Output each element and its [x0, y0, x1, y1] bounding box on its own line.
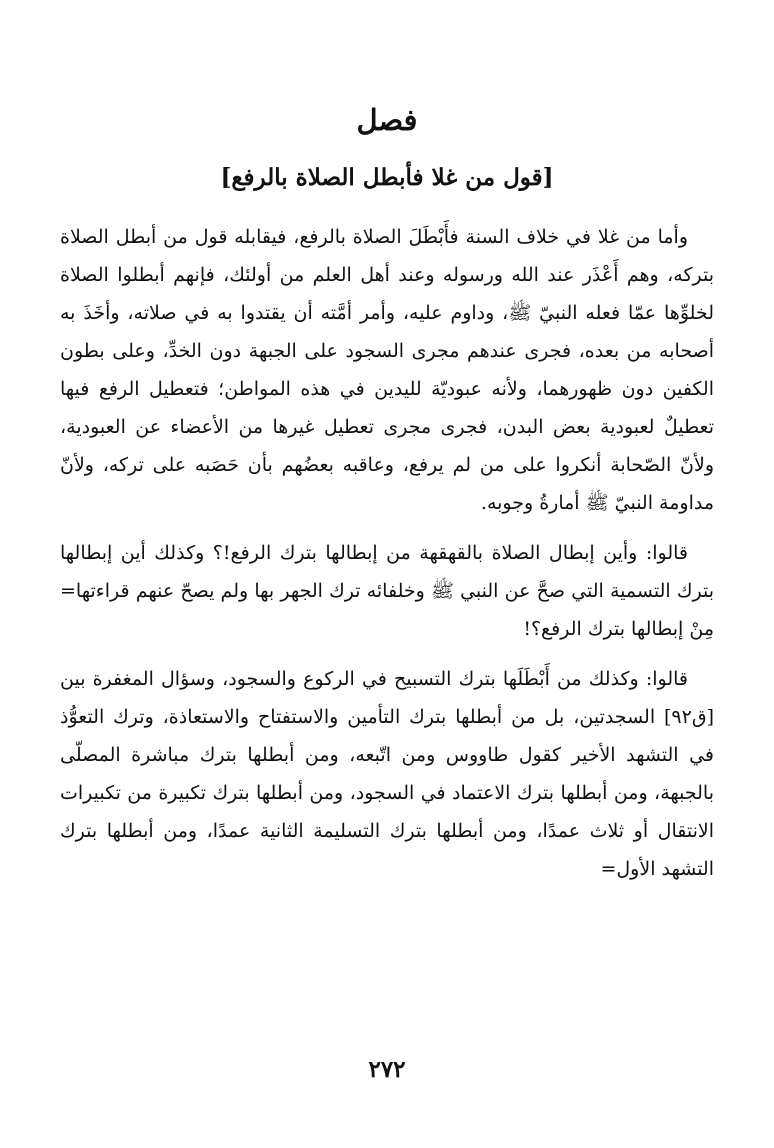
- section-heading: [قول من غلا فأبطل الصلاة بالرفع]: [220, 164, 554, 191]
- book-page: [60, 0, 714, 1148]
- paragraph-3: قالوا: وكذلك من أَبْطَلَها بترك التسبيح في الركوع والسجود، وسؤال المغفرة بين [ق٩٢] السجدتين، بل من أبطلها بترك التأمين والاستفتاح والاستعاذة، وترك التعوُّذ في التشهد الأخير كقول طاووس ومن اتّبعه، ومن أبطلها بترك مباشرة المصلّى بالجبهة، ومن أبطلها بترك الاعتماد في السجود، ومن أبطلها بترك تكبيرة من تكبيرات الانتقال أو ثلاث عمدًا، ومن أبطلها بترك التسليمة الثانية عمدًا، ومن أبطلها بترك التشهد الأول=: [60, 668, 714, 880]
- body-text: [60, 218, 714, 900]
- paragraph-1: وأما من غلا في خلاف السنة فأَبْطَلَ الصلاة بالرفع، فيقابله قول من أبطل الصلاة بتركه، وهم أَعْذَر عند الله ورسوله وعند أهل العلم من أولئك، فإنهم أبطلوا الصلاة لخلوِّها عمّا فعله النبيّ ﷺ، وداوم عليه، وأمر أمَّته أن يقتدوا به في صلاته، وأخَذَ به أصحابه من بعده، فجرى عندهم مجرى السجود على الجبهة دون الخدِّ، وعلى بطون الكفين دون ظهورهما، ولأنه عبوديّة لليدين في هذه المواطن؛ فتعطيل الرفع فيها تعطيلٌ لعبودية بعض البدن، فجرى مجرى تعطيل غيرها من الأعضاء عن العبودية، ولأنّ الصّحابة أنكروا على من لم يرفع، وعاقبه بعضُهم بأن حَصَبه على تركه، ولأنّ مداومة النبيّ ﷺ أمارةُ وجوبه.: [60, 226, 714, 514]
- chapter-title: فصل: [356, 103, 418, 137]
- page-number: ٢٧٢: [368, 1056, 406, 1083]
- paragraph-2: قالوا: وأين إبطال الصلاة بالقهقهة من إبطالها بترك الرفع!؟ وكذلك أين إبطالها بترك التسمية التي صحَّ عن النبي ﷺ وخلفائه ترك الجهر بها ولم يصحّ عنهم قراءتها= مِنْ إبطالها بترك الرفع؟!: [60, 542, 714, 640]
